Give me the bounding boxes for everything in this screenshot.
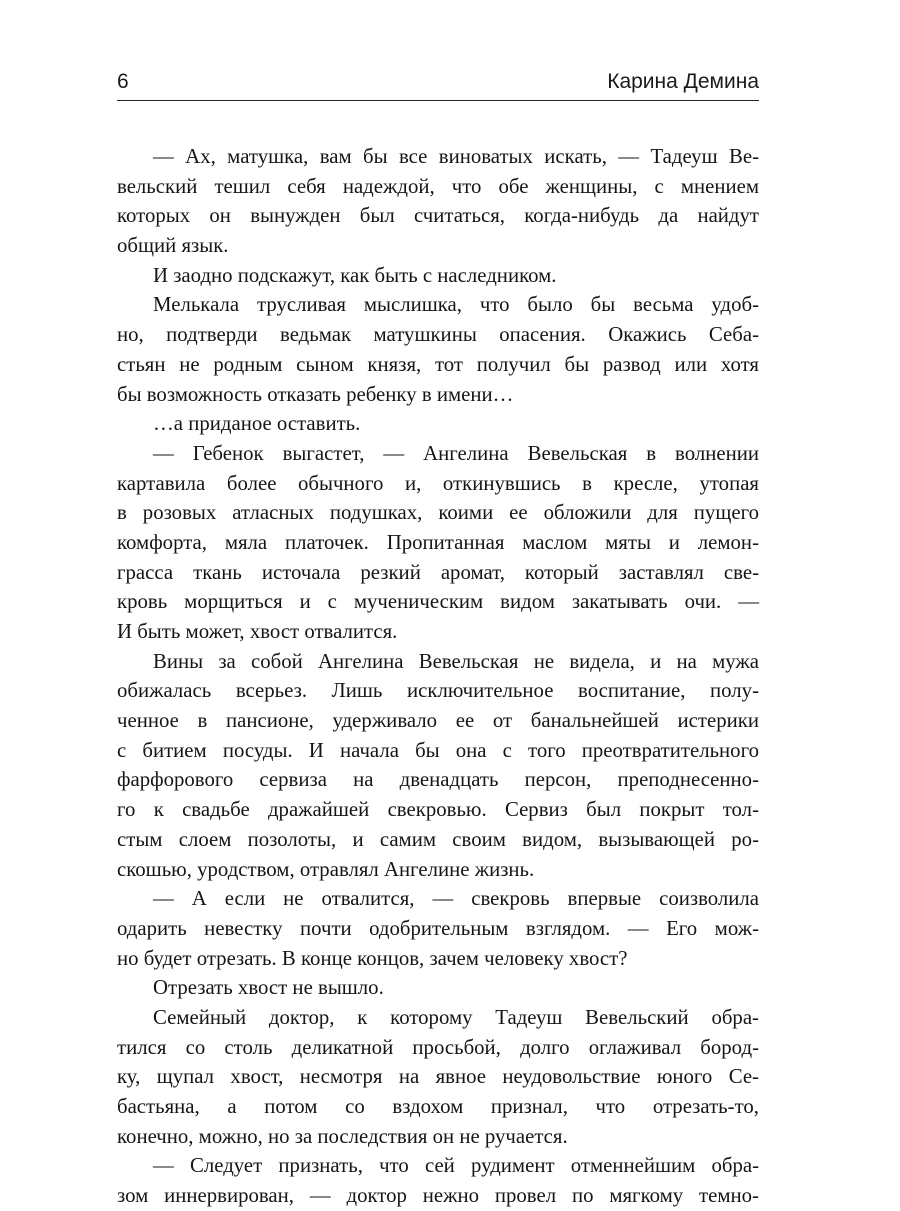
text-line: но будет отрезать. В конце концов, зачем человеку хвост? (117, 946, 628, 970)
text-line: — А если не отвалится, — свекровь впервые соизволила (153, 887, 759, 911)
text-line: И быть может, хвост отвалится. (117, 620, 398, 643)
text-line: которых он вынужден был считаться, когда-нибудь да найдут (117, 204, 759, 228)
text-line: Семейный доктор, к которому Тадеуш Вевельский обра- (153, 1005, 759, 1029)
text-line: картавила более обычного и, откинувшись в кресле, утопая (117, 471, 759, 495)
text-line: одарить невестку почти одобрительным взглядом. — Его мож- (117, 916, 759, 940)
text-line: стьян не родным сыном князя, тот получил бы развод или хотя (117, 352, 759, 376)
text-line: Отрезать хвост не вышло. (153, 976, 384, 1000)
running-header-author: Карина Демина (607, 70, 759, 93)
text-line: грасса ткань источала резкий аромат, который заставлял све- (117, 560, 759, 584)
text-line: И заодно подскажут, как быть с наследником. (153, 263, 557, 287)
running-header (117, 68, 759, 101)
text-line: Вины за собой Ангелина Вевельская не видела, и на мужа (153, 649, 759, 673)
text-line: …а приданое оставить. (153, 412, 361, 436)
text-line: го к свадьбе дражайшей свекровью. Сервиз был покрыт тол- (117, 798, 759, 822)
text-line: — Гебенок выгастет, — Ангелина Вевельская в волнении (153, 441, 759, 465)
text-line: с битием посуды. И начала бы она с того преотвратительного (117, 738, 759, 762)
text-line: скошью, уродством, отравлял Ангелине жизнь. (117, 857, 535, 881)
text-line: ченное в пансионе, удерживало ее от банальнейшей истерики (117, 709, 759, 733)
text-line: но, подтверди ведьмак матушкины опасения. Окажись Себа- (117, 323, 759, 347)
text-line: — Ах, матушка, вам бы все виноватых искать, — Тадеуш Ве- (153, 145, 759, 168)
text-line: кровь морщиться и с мученическим видом закатывать очи. — (117, 590, 759, 614)
body-text (117, 142, 759, 1211)
text-line: вельский тешил себя надеждой, что обе женщины, с мнением (117, 174, 759, 198)
text-line: комфорта, мяла платочек. Пропитанная маслом мяты и лемон- (117, 530, 759, 554)
text-line: — Следует признать, что сей рудимент отменнейшим обра- (153, 1154, 759, 1178)
page-number: 6 (117, 70, 129, 93)
text-line: зом иннервирован, — доктор нежно провел по мягкому темно- (117, 1184, 759, 1208)
text-line: стым слоем позолоты, и самим своим видом, вызывающей ро- (117, 827, 759, 851)
text-line: Мелькала трусливая мыслишка, что было бы весьма удоб- (153, 293, 759, 317)
text-line: бастьяна, а потом со вздохом признал, что отрезать-то, (117, 1095, 759, 1118)
text-line: обижалась всерьез. Лишь исключительное воспитание, полу- (117, 679, 759, 703)
text-line: тился со столь деликатной просьбой, долго оглаживал бород- (117, 1035, 759, 1059)
text-line: общий язык. (117, 234, 229, 258)
text-line: конечно, можно, но за последствия он не ручается. (117, 1124, 568, 1148)
text-line: в розовых атласных подушках, коими ее обложили для пущего (117, 501, 759, 525)
text-line: фарфорового сервиза на двенадцать персон, преподнесенно- (117, 768, 759, 792)
text-line: ку, щупал хвост, несмотря на явное неудовольствие юного Се- (117, 1065, 759, 1089)
text-line: бы возможность отказать ребенку в имени… (117, 382, 514, 406)
